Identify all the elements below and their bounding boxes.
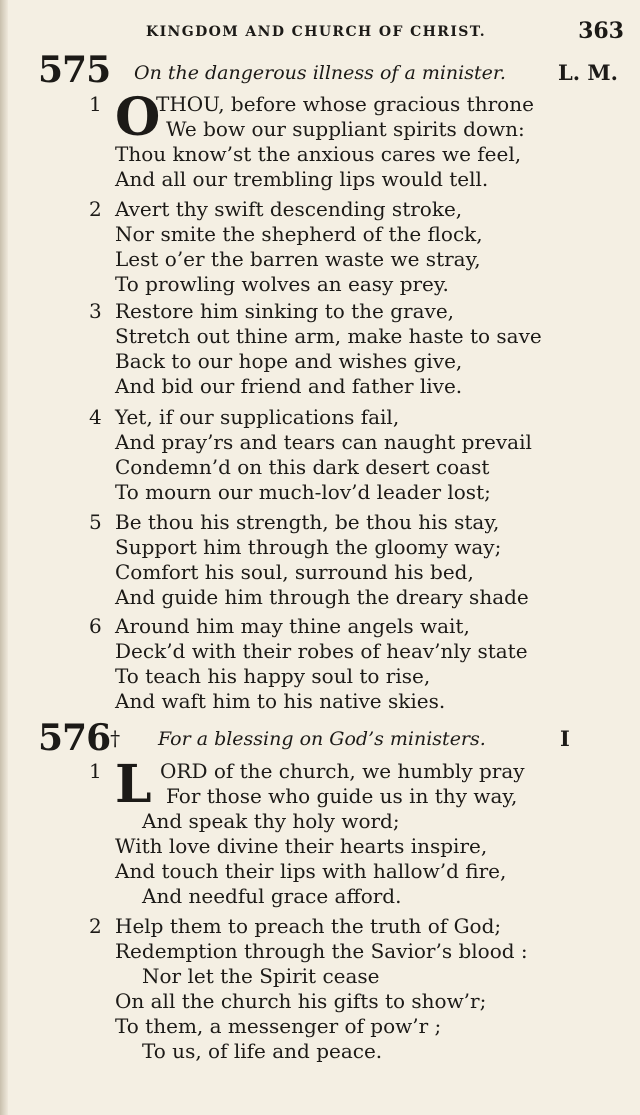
hymn-meter: L. M. [558, 60, 618, 85]
verse-line: And all our trembling lips would tell. [115, 167, 489, 191]
verse-line: Back to our hope and wishes give, [115, 349, 463, 373]
verse-line: And bid our friend and father live. [115, 374, 463, 398]
stanza-number: 1 [89, 92, 102, 116]
verse-line: Condemn’d on this dark desert coast [115, 455, 490, 479]
hymn-575-heading [0, 49, 640, 92]
verse-line: Support him through the gloomy way; [115, 535, 502, 559]
verse-line: To prowling wolves an easy prey. [115, 272, 449, 296]
verse-line: And needful grace afford. [142, 884, 402, 908]
verse-line: Redemption through the Savior’s blood : [115, 939, 528, 963]
stanza-number: 4 [89, 405, 102, 429]
verse-line: Around him may thine angels wait, [115, 614, 470, 638]
stanza-number: 5 [89, 510, 102, 534]
verse-line: For those who guide us in thy way, [166, 784, 518, 808]
hymn-title: For a blessing on God’s ministers. [158, 728, 486, 750]
verse-line: THOU, before whose gracious throne [156, 92, 534, 116]
verse-line: Restore him sinking to the grave, [115, 299, 455, 323]
drop-capital: L [115, 754, 152, 815]
hymn-meter: I [560, 726, 570, 751]
verse-line: Avert thy swift descending stroke, [115, 197, 463, 221]
verse-line: Help them to preach the truth of God; [115, 914, 502, 938]
verse-line: Nor smite the shepherd of the flock, [115, 222, 483, 246]
stanza-number: 1 [89, 759, 102, 783]
running-title: KINGDOM AND CHURCH OF CHRIST. [146, 24, 487, 40]
stanza-number: 2 [89, 197, 102, 221]
verse-line: We bow our suppliant spirits down: [166, 117, 525, 141]
drop-capital: O [115, 87, 161, 148]
verse-line: Deck’d with their robes of heav’nly state [115, 639, 528, 663]
verse-line: And pray’rs and tears can naught prevail [115, 430, 532, 454]
hymn-number: 575 [38, 49, 111, 91]
verse-line: On all the church his gifts to show’r; [115, 989, 487, 1013]
verse-line: Stretch out thine arm, make haste to save [115, 324, 542, 348]
verse-line: ORD of the church, we humbly pray [160, 759, 525, 783]
verse-line: To them, a messenger of pow’r ; [115, 1014, 442, 1038]
verse-line: And touch their lips with hallow’d fire, [115, 859, 507, 883]
stanza-number: 3 [89, 299, 102, 323]
verse-line: Thou know’st the anxious cares we feel, [115, 142, 522, 166]
page-number: 363 [578, 18, 624, 44]
page-spine-shadow [0, 0, 8, 1115]
verse-line: Lest o’er the barren waste we stray, [115, 247, 481, 271]
verse-line: Comfort his soul, surround his bed, [115, 560, 474, 584]
verse-line: Be thou his strength, be thou his stay, [115, 510, 500, 534]
hymn-number: 576† [38, 717, 120, 759]
stanza-number: 6 [89, 614, 102, 638]
verse-line: To mourn our much-lov’d leader lost; [115, 480, 491, 504]
hymn-576-heading [0, 717, 640, 760]
verse-line: To us, of life and peace. [142, 1039, 383, 1063]
verse-line: To teach his happy soul to rise, [115, 664, 431, 688]
stanza-number: 2 [89, 914, 102, 938]
hymn-title: On the dangerous illness of a minister. [134, 62, 506, 84]
verse-line: And waft him to his native skies. [115, 689, 446, 713]
verse-line: And guide him through the dreary shade [115, 585, 529, 609]
page-header [0, 18, 640, 48]
verse-line: Nor let the Spirit cease [142, 964, 380, 988]
verse-line: With love divine their hearts inspire, [115, 834, 488, 858]
verse-line: Yet, if our supplications fail, [115, 405, 400, 429]
verse-line: And speak thy holy word; [142, 809, 400, 833]
